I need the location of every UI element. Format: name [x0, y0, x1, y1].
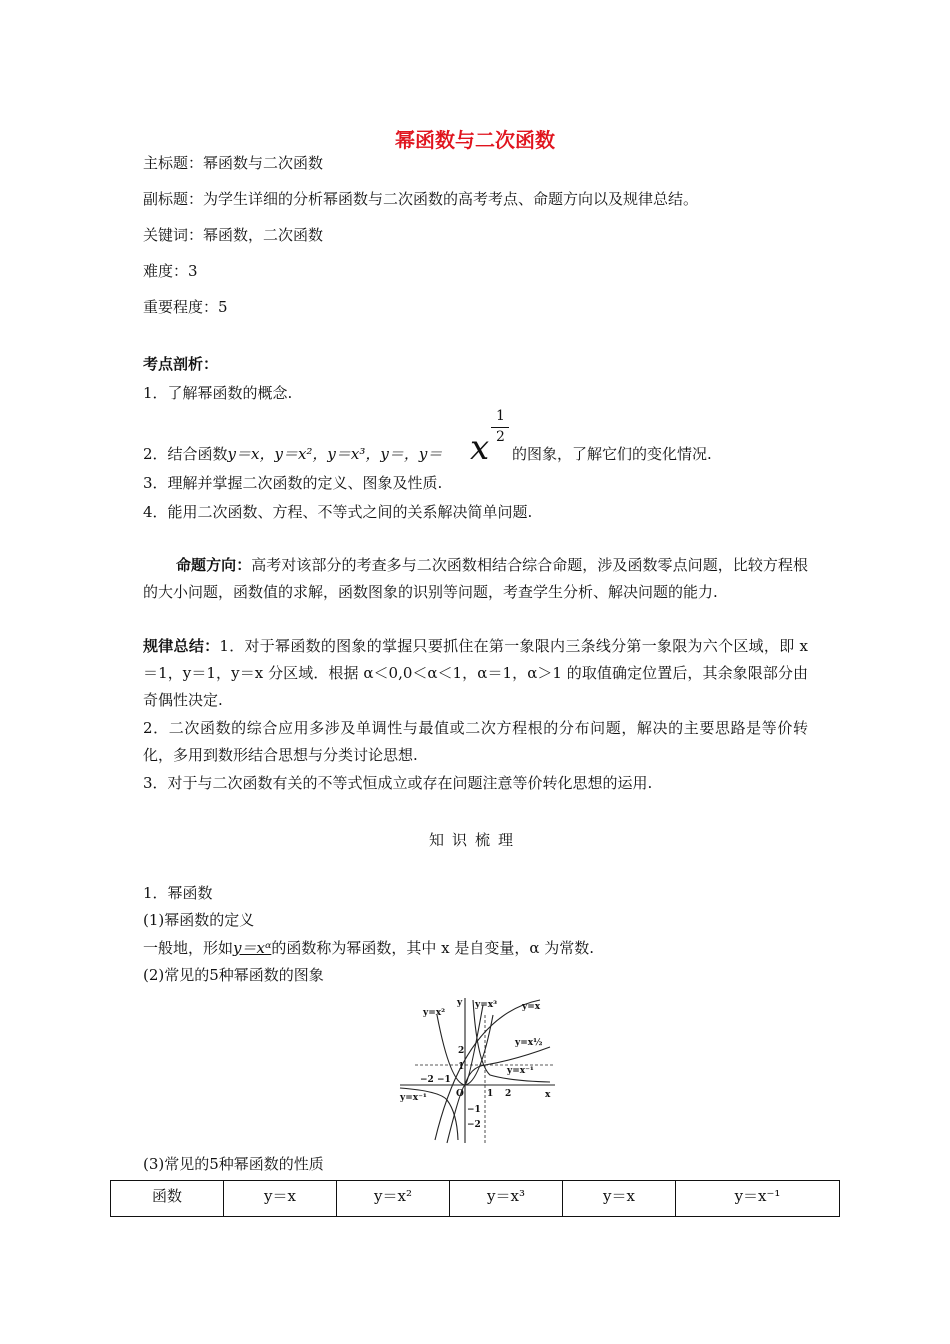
analysis-item-1: 1．了解幂函数的概念.	[143, 384, 293, 402]
tick-x-1: 1	[487, 1089, 494, 1099]
label-origin: O	[456, 1089, 464, 1099]
section-1-1-heading: (1)幂函数的定义	[143, 911, 255, 929]
table-header-row	[111, 1181, 840, 1217]
table-header-cell: y＝x³	[450, 1181, 563, 1217]
exp-fraction-bar	[491, 427, 509, 428]
page-title: 幂函数与二次函数	[395, 128, 555, 152]
section-1-heading: 1．幂函数	[143, 884, 213, 902]
importance-line: 重要程度：5	[143, 298, 228, 316]
tick-y-minus2: −2	[467, 1120, 481, 1130]
definition-line	[143, 937, 594, 958]
table-header-cell: y＝x	[563, 1181, 676, 1217]
exp-denominator: 2	[496, 429, 505, 445]
section-1-3-heading: (3)常见的5种幂函数的性质	[143, 1155, 324, 1173]
tick-y-minus1: −1	[467, 1105, 481, 1115]
rules-text-1: 1．对于幂函数的图象的掌握只要抓住在第一象限内三条线分第一象限为六个区域，即 x＝1，y＝1，y＝x 分区域．根据 α＜0,0＜α＜1，α＝1，α＞1 的取值确定位置后，其余象限部分由奇偶性决定.	[143, 637, 808, 709]
analysis-item-3: 3．理解并掌握二次函数的定义、图象及性质.	[143, 474, 443, 492]
tick-x-minus1: −1	[437, 1075, 451, 1085]
section-1-2-heading: (2)常见的5种幂函数的图象	[143, 966, 324, 984]
keywords-line: 关键词：幂函数，二次函数	[143, 226, 324, 244]
x-half-base: x	[470, 428, 490, 468]
label-y-x: y=x	[522, 1002, 541, 1012]
definition-suffix: 的函数称为幂函数，其中 x 是自变量，α 为常数.	[271, 939, 595, 957]
subtitle-line: 副标题：为学生详细的分析幂函数与二次函数的高考考点、命题方向以及规律总结。	[143, 190, 699, 208]
label-y-xhalf: y=x½	[515, 1038, 543, 1048]
definition-formula: y＝xᵅ	[233, 939, 272, 957]
direction-paragraph	[143, 552, 808, 606]
table-header-cell: y＝x⁻¹	[676, 1181, 840, 1217]
exp-numerator: 1	[496, 408, 505, 424]
definition-prefix: 一般地，形如	[143, 939, 234, 957]
label-x-axis: x	[545, 1090, 551, 1100]
rules-paragraph	[143, 633, 808, 714]
rules-text-2: 2．二次函数的综合应用多涉及单调性与最值或二次方程根的分布问题，解决的主要思路是等价转化，多用到数形结合思想与分类讨论思想.	[143, 719, 808, 764]
knowledge-heading: 知识梳理	[428, 831, 521, 849]
rules-label: 规律总结：	[143, 637, 220, 655]
analysis-item-4: 4．能用二次函数、方程、不等式之间的关系解决简单问题.	[143, 503, 533, 521]
table-header-cell: y＝x²	[337, 1181, 450, 1217]
power-function-graphs	[395, 995, 560, 1145]
direction-text: 高考对该部分的考查多与二次函数相结合综合命题，涉及函数零点问题，比较方程根的大小问题，函数值的求解，函数图象的识别等问题，考查学生分析、解决问题的能力.	[143, 556, 808, 601]
main-title-line: 主标题：幂函数与二次函数	[143, 154, 324, 172]
label-y-xinv-right: y=x⁻¹	[507, 1066, 534, 1076]
analysis-item-2-funcs: y＝x，y＝x²，y＝x³，y＝，y＝	[227, 445, 443, 463]
analysis-item-2-prefix: 2．结合函数	[143, 445, 228, 463]
analysis-heading: 考点剖析：	[143, 355, 219, 373]
table-header-cell: 函数	[111, 1181, 224, 1217]
properties-table	[110, 1180, 840, 1217]
label-y-x2: y=x²	[423, 1008, 446, 1018]
analysis-item-2-suffix: 的图象，了解它们的变化情况.	[512, 445, 712, 463]
analysis-item-2	[143, 443, 442, 464]
x-half-power-figure	[470, 428, 489, 468]
label-y-x3: y=x³	[475, 1000, 498, 1010]
label-y-axis: y	[457, 998, 463, 1008]
tick-x-minus2: −2	[420, 1075, 434, 1085]
tick-y-1: 1	[458, 1062, 465, 1072]
difficulty-line: 难度：3	[143, 262, 198, 280]
direction-label: 命题方向：	[176, 556, 252, 574]
tick-x-2: 2	[505, 1089, 512, 1099]
tick-y-2: 2	[458, 1046, 465, 1056]
table-header-cell: y＝x	[224, 1181, 337, 1217]
rules-text-3: 3．对于与二次函数有关的不等式恒成立或存在问题注意等价转化思想的运用.	[143, 774, 653, 792]
label-y-xinv-left: y=x⁻¹	[400, 1093, 427, 1103]
